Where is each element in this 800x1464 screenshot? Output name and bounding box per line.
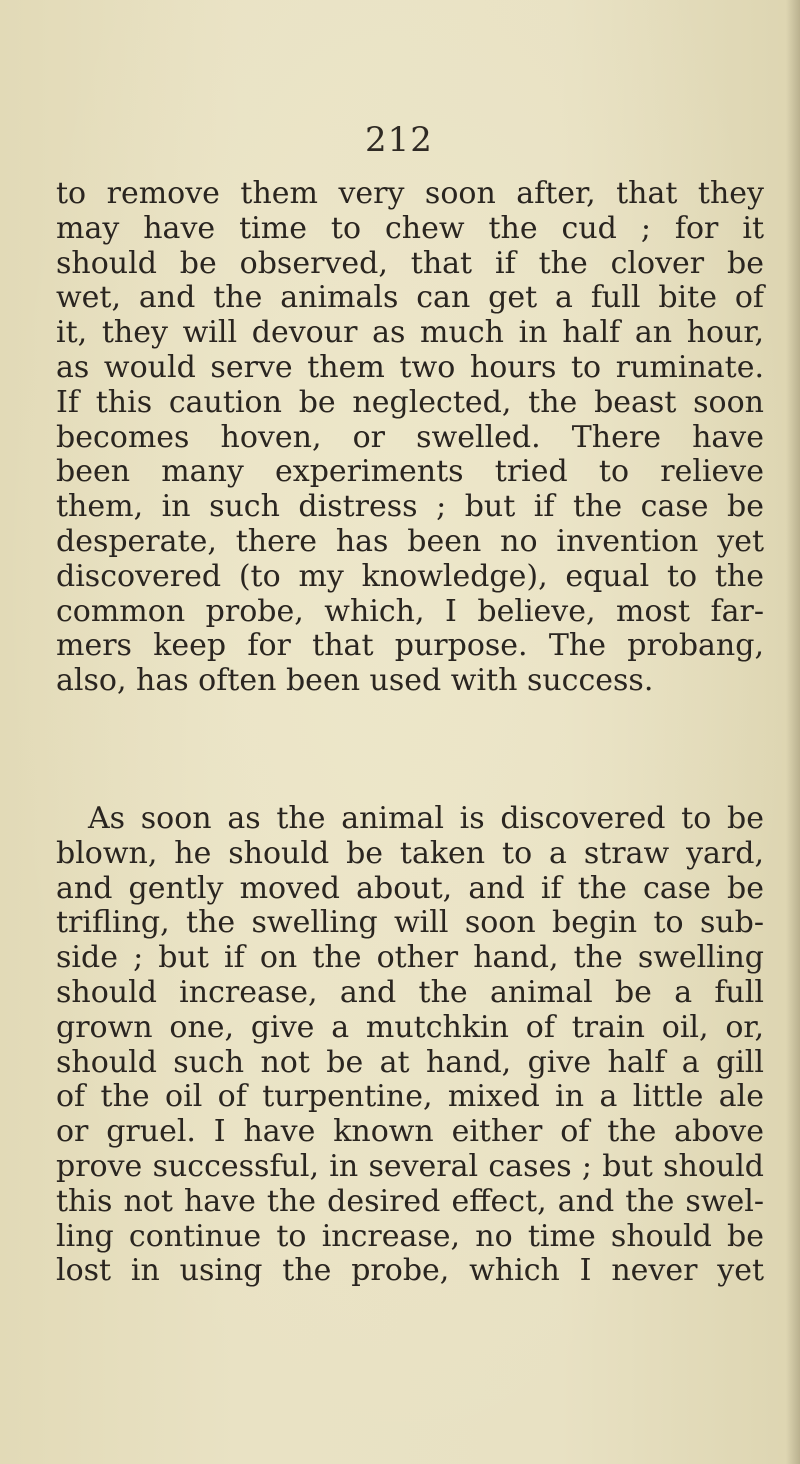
text-line: mers keep for that purpose. The probang, xyxy=(56,628,764,664)
text-line: desperate, there has been no invention yet xyxy=(56,523,764,559)
text-line: becomes hoven, or swelled. There have xyxy=(56,419,764,455)
text-line: ling continue to increase, no time should be xyxy=(56,1218,764,1254)
text-line: wet, and the animals can get a full bite of xyxy=(56,280,764,316)
text-line: or gruel. I have known either of the above xyxy=(56,1114,764,1150)
text-line: may have time to chew the cud ; for it xyxy=(56,210,764,246)
text-line: it, they will devour as much in half an hour, xyxy=(56,315,764,351)
text-line: common probe, which, I believe, most far- xyxy=(56,593,764,629)
text-line: also, has often been used with success. xyxy=(56,663,654,699)
text-line: as would serve them two hours to ruminate. xyxy=(56,349,764,385)
text-line: If this caution be neglected, the beast soon xyxy=(56,384,764,420)
text-line: should increase, and the animal be a full xyxy=(56,974,764,1010)
text-line: of the oil of turpentine, mixed in a little ale xyxy=(56,1079,764,1115)
text-line: As soon as the animal is discovered to be xyxy=(88,801,764,836)
text-line: should such not be at hand, give half a gill xyxy=(56,1044,764,1080)
text-line: them, in such distress ; but if the case be xyxy=(56,489,764,525)
text-line: prove successful, in several cases ; but should xyxy=(56,1148,764,1184)
page-number: 212 xyxy=(365,120,433,160)
text-line: lost in using the probe, which I never yet xyxy=(56,1253,764,1289)
text-line: been many experiments tried to relieve xyxy=(56,454,764,490)
text-line: should be observed, that if the clover be xyxy=(56,245,764,281)
text-line: discovered (to my knowledge), equal to the xyxy=(56,558,764,594)
text-line: to remove them very soon after, that they xyxy=(56,176,764,211)
text-line: side ; but if on the other hand, the swelling xyxy=(56,940,764,976)
paragraph-1 xyxy=(56,177,764,699)
text-line: trifling, the swelling will soon begin to sub- xyxy=(56,905,764,941)
text-line: and gently moved about, and if the case be xyxy=(56,870,764,906)
text-line: grown one, give a mutchkin of train oil, or, xyxy=(56,1009,764,1045)
page-edge-shadow xyxy=(786,0,800,1464)
text-line: blown, he should be taken to a straw yard, xyxy=(56,835,764,871)
text-line: this not have the desired effect, and the swel- xyxy=(56,1183,764,1219)
paragraph-2 xyxy=(56,802,764,1289)
